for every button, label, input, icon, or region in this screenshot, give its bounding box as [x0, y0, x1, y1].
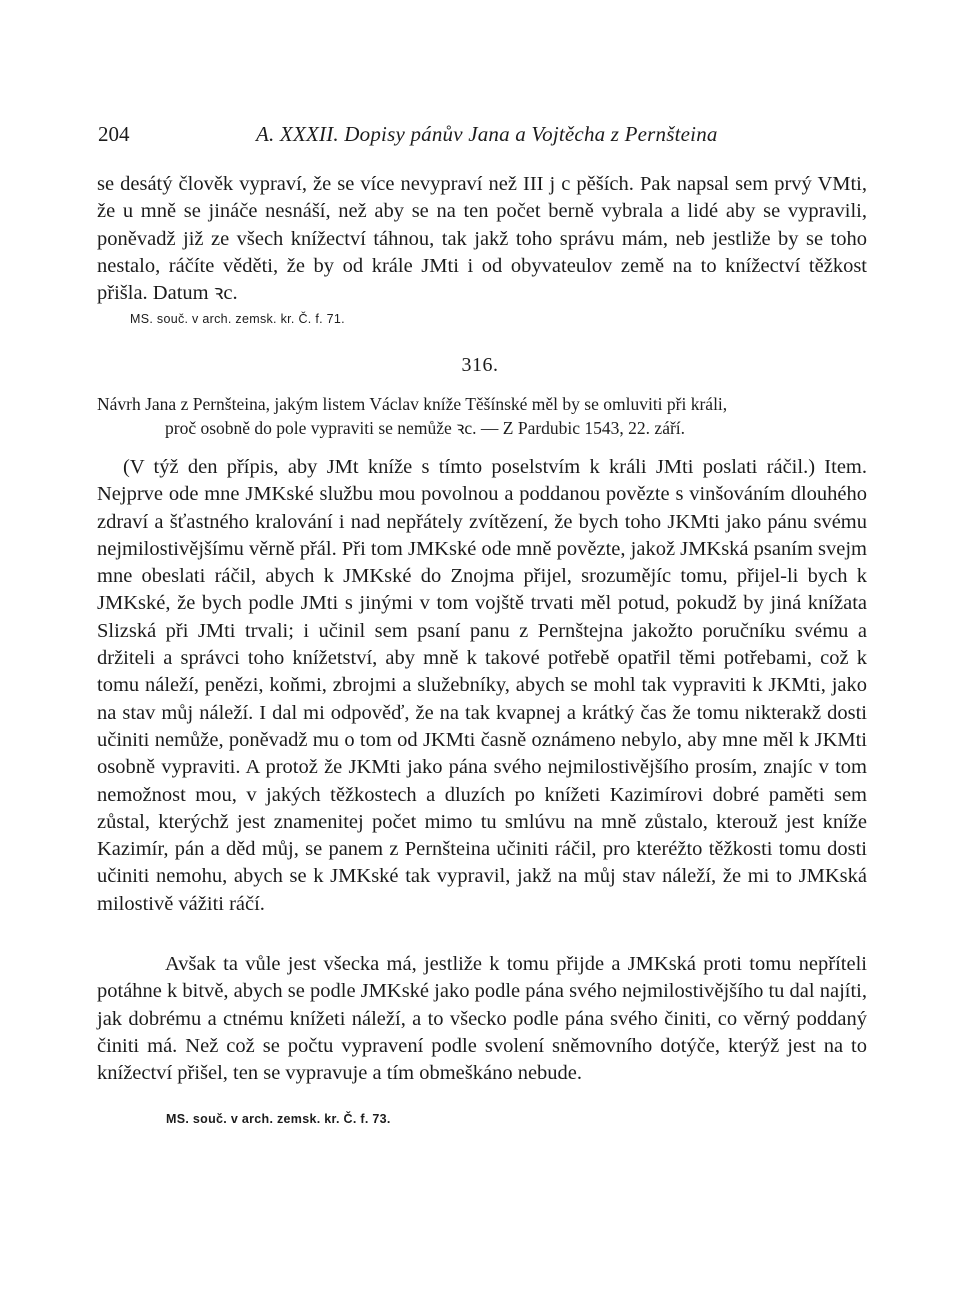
source-note: MS. souč. v arch. zemsk. kr. Č. f. 71.: [130, 312, 345, 326]
paragraph-2: Avšak ta vůle jest všecka má, jestliže k tomu přijde a JMKská proti tomu nepříteli potáhne k bitvě, abych se podle JMKské jako podle pána svého nejmilostivějšího tu dal najíti, jak dobrému a ctnému knížeti náleží, a to všecko podle pána svého činiti, co věrný poddaný činiti má. Než což se počtu vypravení podle svolení sněmovního dotýče, kterýž jest na to knížectví přišel, ten se vypravuje a tím obmeškáno nebude.: [97, 953, 867, 1085]
page-header: [98, 122, 870, 152]
document-number: 316.: [461, 354, 499, 376]
main-text: [97, 454, 867, 918]
main-text-continued: [97, 951, 867, 1087]
continuation-paragraph: se desátý člověk vypraví, že se více nevypraví než III j c pěších. Pak napsal sem prvý VMti, že u mně se jináče nesnáší, než aby se na ten počet berně vybrala a lidé aby se vypravili, poněvadž již ze všech knížectví táhnou, tak jakž toho správu mám, neb jestliže by se toho nestalo, ráčíte věděti, že by od krále JMti i od obyvateulov země na to knížectví těžkost přišla. Datum ꝛc.: [97, 173, 867, 305]
page-number: 204: [98, 122, 130, 146]
source-note-end: MS. souč. v arch. zemsk. kr. Č. f. 73.: [166, 1112, 391, 1126]
regest-line-2: proč osobně do pole vypraviti se nemůže ꝛc. — Z Pardubic 1543, 22. září.: [165, 418, 686, 438]
paragraph-1: (V týž den přípis, aby JMt kníže s tímto poselstvím k králi JMti poslati ráčil.) Item. Nejprve ode mne JMKské službu mou povolnou a poddanou povězte s vinšováním dlouhého zdraví a šťastného kralování i nad nepřátely zvítězení, že bych toho JKMti jako pánu svému nejmilostivějšímu věrně přál. Při tom JMKské ode mně povězte, jakož JMKská psaním svejm mne obeslati ráčil, abych k JMKské do Znojma přijel, srozumějíc tomu, přijel-li bych k JMKské, že bych podle JMti s jinými v tom vojště trvati měl potud, pokudž by jiná knížata Slizská při JMti trvali; i učinil sem psaní panu z Pernštejna jakožto poručníku svému a držiteli a správci toho knížetství, aby mně k takové potřebě opatřil těmi potřebami, což k tomu náleží, penězi, koňmi, zbrojmi a služebníky, abych se mohl tak vypraviti k JKMti, jako na stav můj náleží. I dal mi odpověď, že na tak kvapnej a krátký čas že tomu nikterakž dosti učiniti nemůže, poněvadž mu o tom od JKMti časně oznámeno nebylo, aby mne měl k JKMti osobně vypraviti. A protož že JKMti jako pána svého nejmilostivějšího prosím, znajíc v tom nemožnost mou, v jakých těžkostech a dluzích po knížeti Kazimírovi dobré paměti sem zůstal, kterýchž jest znamenitej počet mimo tu smlúvu na mně zůstalo, kterouž jest kníže Kazimír, pán a děd můj, se panem z Pernšteina učiniti ráčil, pro kteréžto těžkosti tomu dosti učiniti nemohu, abych se k JMKské tak vypravil, jakž na můj stav náleží, že mi to JMKská milostivě vážiti ráčí.: [97, 456, 867, 915]
running-head: A. XXXII. Dopisy pánův Jana a Vojtěcha z Pernšteina: [256, 122, 718, 146]
document-regest: [97, 392, 867, 440]
regest-line-1: Návrh Jana z Pernšteina, jakým listem Václav kníže Těšínské měl by se omluviti při králi,: [97, 394, 728, 414]
